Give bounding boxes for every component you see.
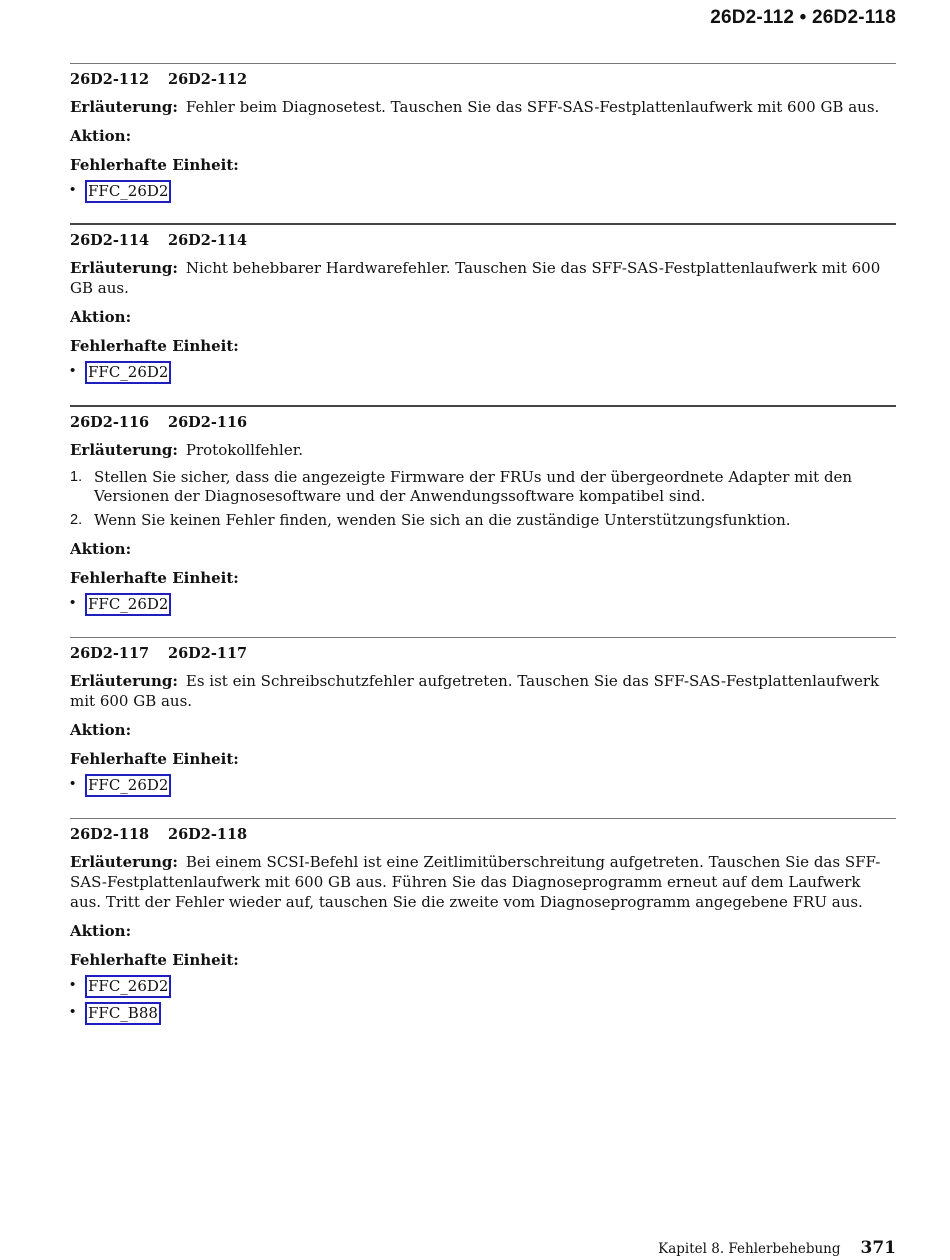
error-code-row bbox=[70, 71, 896, 88]
error-code: 26D2-112 bbox=[70, 71, 150, 88]
step-text: Stellen Sie sicher, dass die angezeigte Firmware der FRUs und der übergeordnete Adapter mit den Versionen der Diagnosesoftware und der Anwendungssoftware kompatibel sind. bbox=[94, 468, 853, 505]
page-number: 371 bbox=[860, 1238, 896, 1258]
ffc-list bbox=[70, 774, 896, 797]
error-code-row bbox=[70, 232, 896, 249]
failing-unit-label: Fehlerhafte Einheit: bbox=[70, 750, 239, 768]
ffc-list bbox=[70, 361, 896, 384]
list-item bbox=[70, 361, 896, 384]
explanation-label: Erläuterung: bbox=[70, 853, 178, 871]
ffc-link[interactable]: FFC_26D2 bbox=[85, 361, 171, 384]
error-code-row bbox=[70, 645, 896, 662]
error-code-row bbox=[70, 826, 896, 843]
action-label: Aktion: bbox=[70, 721, 132, 739]
error-code-title: 26D2-116 bbox=[168, 414, 248, 431]
action-label: Aktion: bbox=[70, 308, 132, 326]
step-number: 1. bbox=[70, 469, 83, 485]
error-code-title: 26D2-117 bbox=[168, 645, 248, 662]
error-entry bbox=[70, 63, 896, 203]
list-item bbox=[70, 593, 896, 616]
list-item bbox=[70, 180, 896, 203]
ffc-link[interactable]: FFC_26D2 bbox=[85, 593, 171, 616]
error-entry bbox=[70, 637, 896, 797]
error-code: 26D2-114 bbox=[70, 232, 150, 249]
error-entry bbox=[70, 818, 896, 1025]
ffc-list bbox=[70, 593, 896, 616]
error-code-title: 26D2-118 bbox=[168, 826, 248, 843]
explanation bbox=[70, 852, 896, 912]
document-content bbox=[70, 63, 896, 1046]
explanation-text: Nicht behebbarer Hardwarefehler. Tauschen Sie das SFF-SAS-Festplattenlaufwerk mit 600 GB aus. bbox=[70, 259, 881, 297]
error-code: 26D2-117 bbox=[70, 645, 150, 662]
ffc-list bbox=[70, 975, 896, 1025]
explanation-label: Erläuterung: bbox=[70, 98, 178, 116]
error-entry bbox=[70, 405, 896, 616]
list-item bbox=[70, 975, 896, 998]
explanation bbox=[70, 671, 896, 711]
explanation-text: Es ist ein Schreibschutzfehler aufgetreten. Tauschen Sie das SFF-SAS-Festplattenlaufwerk mit 600 GB aus. bbox=[70, 672, 880, 710]
error-entry bbox=[70, 223, 896, 384]
explanation bbox=[70, 440, 896, 460]
action-label: Aktion: bbox=[70, 127, 132, 145]
ffc-link[interactable]: FFC_26D2 bbox=[85, 774, 171, 797]
explanation-text: Protokollfehler. bbox=[185, 441, 303, 459]
failing-unit-label: Fehlerhafte Einheit: bbox=[70, 156, 239, 174]
explanation bbox=[70, 97, 896, 117]
error-code-row bbox=[70, 414, 896, 431]
step-item bbox=[70, 511, 896, 530]
explanation-label: Erläuterung: bbox=[70, 672, 178, 690]
explanation-text: Fehler beim Diagnosetest. Tauschen Sie das SFF-SAS-Festplattenlaufwerk mit 600 GB aus. bbox=[185, 98, 880, 116]
error-code: 26D2-118 bbox=[70, 826, 150, 843]
explanation-label: Erläuterung: bbox=[70, 441, 178, 459]
step-item bbox=[70, 468, 896, 506]
list-item bbox=[70, 1002, 896, 1025]
step-text: Wenn Sie keinen Fehler finden, wenden Sie sich an die zuständige Unterstützungsfunktion. bbox=[94, 511, 791, 529]
explanation-text: Bei einem SCSI-Befehl ist eine Zeitlimitüberschreitung aufgetreten. Tauschen Sie das SFF-SAS-Festplattenlaufwerk mit 600 GB aus. Führen Sie das Diagnoseprogramm erneut auf dem Laufwerk aus. Tritt der Fehler wieder auf, tauschen Sie die zweite vom Diagnoseprogramm angegebene FRU aus. bbox=[70, 853, 881, 911]
error-code-title: 26D2-112 bbox=[168, 71, 248, 88]
failing-unit-label: Fehlerhafte Einheit: bbox=[70, 569, 239, 587]
explanation bbox=[70, 258, 896, 298]
error-code: 26D2-116 bbox=[70, 414, 150, 431]
explanation-label: Erläuterung: bbox=[70, 259, 178, 277]
page-header-title: 26D2-112 • 26D2-118 bbox=[710, 7, 896, 28]
failing-unit-label: Fehlerhafte Einheit: bbox=[70, 337, 239, 355]
action-label: Aktion: bbox=[70, 922, 132, 940]
ffc-link[interactable]: FFC_26D2 bbox=[85, 975, 171, 998]
ffc-link[interactable]: FFC_26D2 bbox=[85, 180, 171, 203]
error-code-title: 26D2-114 bbox=[168, 232, 248, 249]
ffc-list bbox=[70, 180, 896, 203]
list-item bbox=[70, 774, 896, 797]
steps-list bbox=[70, 468, 896, 530]
failing-unit-label: Fehlerhafte Einheit: bbox=[70, 951, 239, 969]
step-number: 2. bbox=[70, 512, 83, 528]
page-footer bbox=[658, 1238, 896, 1258]
action-label: Aktion: bbox=[70, 540, 132, 558]
footer-chapter: Kapitel 8. Fehlerbehebung bbox=[658, 1241, 841, 1257]
ffc-link[interactable]: FFC_B88 bbox=[85, 1002, 161, 1025]
